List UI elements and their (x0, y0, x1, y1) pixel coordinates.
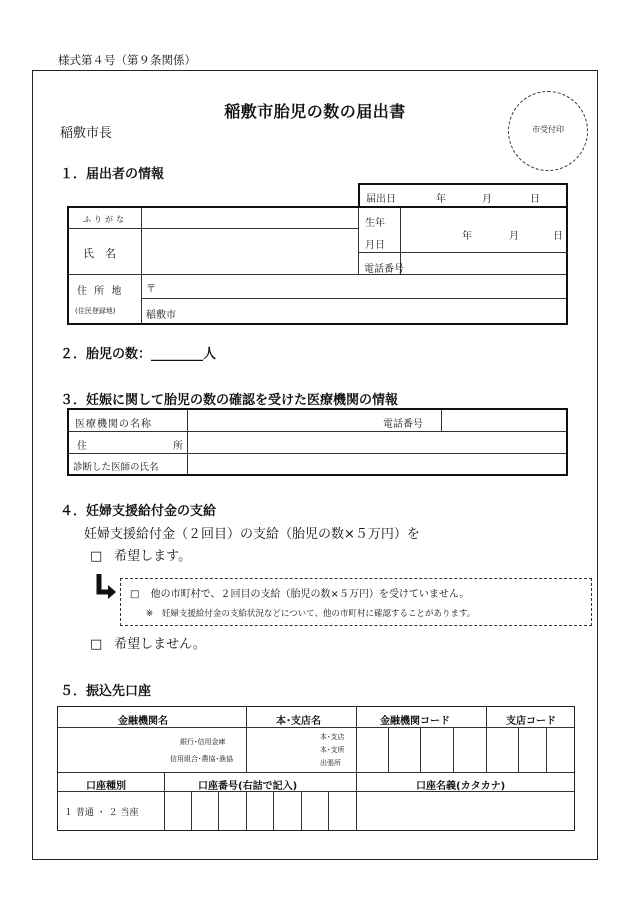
checkbox-sub-option[interactable]: □ (130, 589, 140, 600)
account-holder-label: 口座名義(カタカナ) (416, 781, 506, 792)
section3-heading: ３．妊娠に関して胎児の数の確認を受けた医療機関の情報 (60, 393, 399, 408)
note-mark: ※ (146, 609, 154, 619)
institution-phone-label: 電話番号 (383, 419, 423, 430)
fetus-count-unit: 人 (203, 347, 217, 362)
address-sub-label: (住民登録地) (75, 307, 116, 315)
account-type-options[interactable]: １ 普通 ・ ２ 当座 (64, 808, 139, 818)
option-no-label: 希望しません。 (114, 637, 206, 652)
postal-mark: 〒 (146, 284, 156, 295)
fetus-count-field[interactable]: ________ (151, 347, 204, 362)
address-label: 住 所 地 (77, 286, 124, 297)
date-month: 月 (482, 194, 492, 205)
payment-intro: 妊婦支援給付金（２回目）の支給（胎児の数×５万円）を (84, 527, 420, 542)
branch-type-1: 本･支店 (320, 733, 345, 741)
checkbox-yes[interactable]: □ (90, 549, 103, 564)
section4-heading: ４．妊婦支援給付金の支給 (60, 504, 217, 519)
account-type-label: 口座種別 (86, 781, 126, 792)
furigana-label: ふりがな (83, 215, 127, 224)
birth-label-1: 生年 (365, 218, 385, 229)
birth-month: 月 (509, 231, 519, 242)
name-label: 氏 名 (83, 247, 116, 260)
branch-code-label: 支店コード (506, 716, 556, 727)
institution-address-label-1: 住 (77, 441, 87, 452)
bank-type-2: 信用組合･農協･漁協 (170, 755, 233, 763)
note-text: 妊婦支援給付金の支給状況などについて、他の市町村に確認することがあります。 (161, 609, 476, 619)
sub-option[interactable] (130, 585, 469, 600)
applicant-table (67, 206, 568, 325)
bank-account-table (57, 706, 575, 831)
option-yes-label: 希望します。 (114, 549, 192, 564)
reception-stamp-label: 市受付印 (532, 125, 564, 134)
sub-option-label: 他の市町村で、２回目の支給（胎児の数×５万円）を受けていません。 (150, 589, 470, 600)
section2-heading (60, 343, 216, 362)
addressee: 稲敷市長 (60, 126, 113, 141)
option-yes[interactable] (90, 545, 191, 564)
option-no[interactable] (90, 633, 206, 652)
date-year: 年 (436, 194, 446, 205)
doctor-name-label: 診断した医師の氏名 (73, 462, 159, 473)
medical-institution-table (67, 408, 568, 476)
branch-type-2: 本･支所 (320, 746, 345, 754)
bank-code-label: 金融機関コード (380, 716, 450, 727)
branch-name-label: 本･支店名 (276, 716, 321, 727)
section1-heading: １．届出者の情報 (60, 167, 165, 182)
arrow-down-right-icon (95, 572, 117, 602)
birth-day: 日 (553, 231, 563, 242)
institution-address-label-2: 所 (173, 441, 183, 452)
checkbox-no[interactable]: □ (90, 637, 103, 652)
birth-label-2: 月日 (365, 240, 385, 251)
sub-option-note (146, 607, 475, 619)
phone-label: 電話番号 (364, 264, 404, 275)
document-title: 稲敷市胎児の数の届出書 (224, 102, 406, 121)
account-number-label: 口座番号(右詰で記入) (198, 781, 298, 792)
section5-heading: ５．振込先口座 (60, 684, 152, 699)
bank-name-label: 金融機関名 (118, 716, 168, 727)
city-name: 稲敷市 (146, 310, 176, 321)
branch-type-3: 出張所 (320, 759, 341, 767)
form-number: 様式第４号（第９条関係） (58, 53, 196, 67)
birth-year: 年 (462, 231, 472, 242)
fetus-count-label: ２．胎児の数： (60, 347, 152, 362)
date-label: 届出日 (366, 194, 396, 205)
date-day: 日 (530, 194, 540, 205)
bank-type-1: 銀行･信用金庫 (180, 738, 226, 746)
institution-name-label: 医療機関の名称 (75, 419, 152, 430)
date-box (358, 183, 568, 206)
